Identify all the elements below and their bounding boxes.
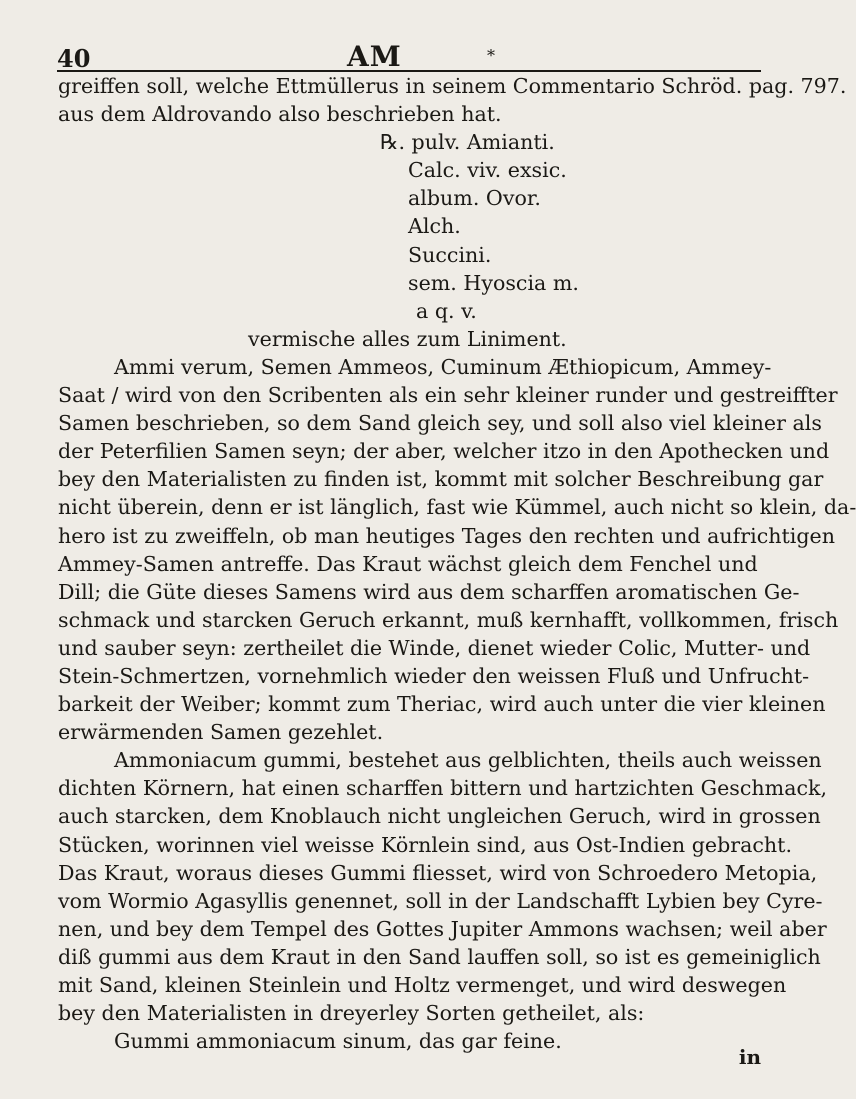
recipe-line: Alch. <box>408 214 461 239</box>
recipe-line: sem. Hyoscia m. <box>408 270 579 295</box>
page-number: 40 <box>57 44 91 73</box>
header-mark: * <box>487 46 495 65</box>
text-line: mit Sand, kleinen Steinlein und Holtz vermenget, und wird deswegen <box>58 973 787 997</box>
text-line: dichten Körnern, hat einen scharffen bittern und hartzichten Geschmack, <box>58 776 828 801</box>
body-text <box>58 72 856 1055</box>
recipe-line: ℞. pulv. Amianti. <box>380 130 555 155</box>
text-line: vom Wormio Agasyllis genennet, soll in der Landschafft Lybien bey Cyre- <box>58 888 823 913</box>
text-line: nicht überein, denn er ist länglich, fast wie Kümmel, auch nicht so klein, da- <box>58 495 856 520</box>
text-line: Gummi ammoniacum sinum, das gar feine. <box>114 1029 562 1054</box>
text-line: schmack und starcken Geruch erkannt, muß kernhafft, vollkommen, frisch <box>58 607 839 632</box>
text-line: und sauber seyn: zertheilet die Winde, dienet wieder Colic, Mutter- und <box>58 635 811 660</box>
entry-heading-line: Ammoniacum gummi, bestehet aus gelblichten, theils auch weissen <box>114 748 822 773</box>
text-line: Stein-Schmertzen, vornehmlich wieder den weissen Fluß und Unfrucht- <box>58 663 810 688</box>
text-line: Stücken, worinnen viel weisse Körnlein sind, aus Ost-Indien gebracht. <box>58 832 792 857</box>
entry-heading-line: Ammi verum, Semen Ammeos, Cuminum Æthiopicum, Ammey- <box>114 354 772 379</box>
text-line: Samen beschrieben, so dem Sand gleich sey, und soll also viel kleiner als <box>58 411 822 436</box>
text-line: barkeit der Weiber; kommt zum Theriac, wird auch unter die vier kleinen <box>58 692 826 717</box>
text-line: bey den Materialisten in dreyerley Sorten getheilet, als: <box>58 1001 645 1026</box>
running-head: AM <box>347 40 402 73</box>
recipe-instruction: vermische alles zum Liniment. <box>248 326 567 351</box>
catchword: in <box>738 1045 761 1069</box>
text-line: erwärmenden Samen gezehlet. <box>58 720 384 745</box>
text-line: diß gummi aus dem Kraut in den Sand lauffen soll, so ist es gemeiniglich <box>58 944 821 969</box>
text-line: aus dem Aldrovando also beschrieben hat. <box>58 102 502 127</box>
text-line: hero ist zu zweiffeln, ob man heutiges Tages den rechten und aufrichtigen <box>58 523 836 548</box>
text-line: nen, und bey dem Tempel des Gottes Jupiter Ammons wachsen; weil aber <box>58 916 827 941</box>
text-line: Das Kraut, woraus dieses Gummi fliesset, wird von Schroedero Metopia, <box>58 860 818 885</box>
recipe-line: Succini. <box>408 242 492 267</box>
text-line: auch starcken, dem Knoblauch nicht ungleichen Geruch, wird in grossen <box>58 804 821 829</box>
text-line: bey den Materialisten zu finden ist, kommt mit solcher Beschreibung gar <box>58 467 824 492</box>
text-line: Ammey-Samen antreffe. Das Kraut wächst gleich dem Fenchel und <box>58 551 758 576</box>
recipe-line: a q. v. <box>416 298 477 323</box>
text-line: Dill; die Güte dieses Samens wird aus dem scharffen aromatischen Ge- <box>58 579 800 604</box>
recipe-line: Calc. viv. exsic. <box>408 158 567 183</box>
text-line: greiffen soll, welche Ettmüllerus in seinem Commentario Schröd. pag. 797. <box>58 74 847 98</box>
text-line: Saat / wird von den Scribenten als ein sehr kleiner runder und gestreiffter <box>58 383 838 408</box>
text-line: der Peterfilien Samen seyn; der aber, welcher itzo in den Apothecken und <box>58 439 830 464</box>
recipe-line: album. Ovor. <box>408 186 541 211</box>
